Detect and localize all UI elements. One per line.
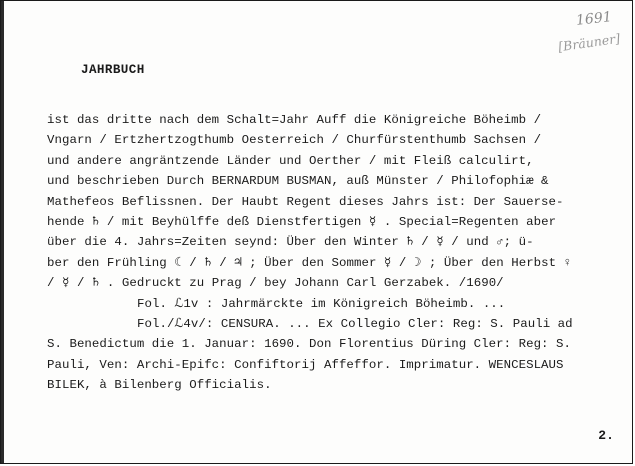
card-left-edge [1,1,4,463]
body-line: S. Benedictum die 1. Januar: 1690. Don Florentius Düring Cler: Reg: S. [47,337,571,352]
handwritten-name: [Bräuner] [556,30,621,55]
card-body [47,110,595,395]
body-line: Mathefeos Beflissnen. Der Haubt Regent dieses Jahrs ist: Der Sauerse- [47,194,564,209]
body-line: / ☿ / ♄ . Gedruckt zu Prag / bey Johann Carl Gerzabek. /1690/ [47,276,504,291]
body-line: ber den Frühling ☾ / ♄ / ♃ ; Über den Sommer ☿ / ☽ ; Über den Herbst ♀ [47,255,572,270]
handwritten-year: 1691 [575,9,613,29]
body-line: Pauli, Ven: Archi-Epifc: Confiftorij Affeffor. Imprimatur. WENCESLAUS [47,357,564,372]
folio-line: Fol./ℒ4v/: CENSURA. ... Ex Collegio Cler: Reg: S. Pauli ad [137,316,573,331]
body-line: hende ♄ / mit Beyhülffe deß Dienstfertigen ☿ . Special=Regenten aber [47,214,557,229]
body-line: über die 4. Jahrs=Zeiten seynd: Über den Winter ♄ / ☿ / und ♂; ü- [47,235,534,250]
folio-line: Fol. ℒ1v : Jahrmärckte im Königreich Böheimb. ... [137,296,506,311]
page-number: 2. [598,428,614,443]
body-line: Vngarn / Ertzhertzogthumb Oesterreich / Churfürstenthumb Sachsen / [47,133,542,148]
body-line: ist das dritte nach dem Schalt=Jahr Auff die Königreiche Böheimb / [47,113,542,127]
card-title: JAHRBUCH [81,63,145,77]
body-line: und beschrieben Durch BERNARDUM BUSMAN, auß Münster / Philofophiæ & [47,174,549,189]
body-line: und andere angräntzende Länder und Oerther / mit Fleiß calculirt, [47,153,534,168]
body-line: BILEK, à Bilenberg Officialis. [47,378,272,393]
